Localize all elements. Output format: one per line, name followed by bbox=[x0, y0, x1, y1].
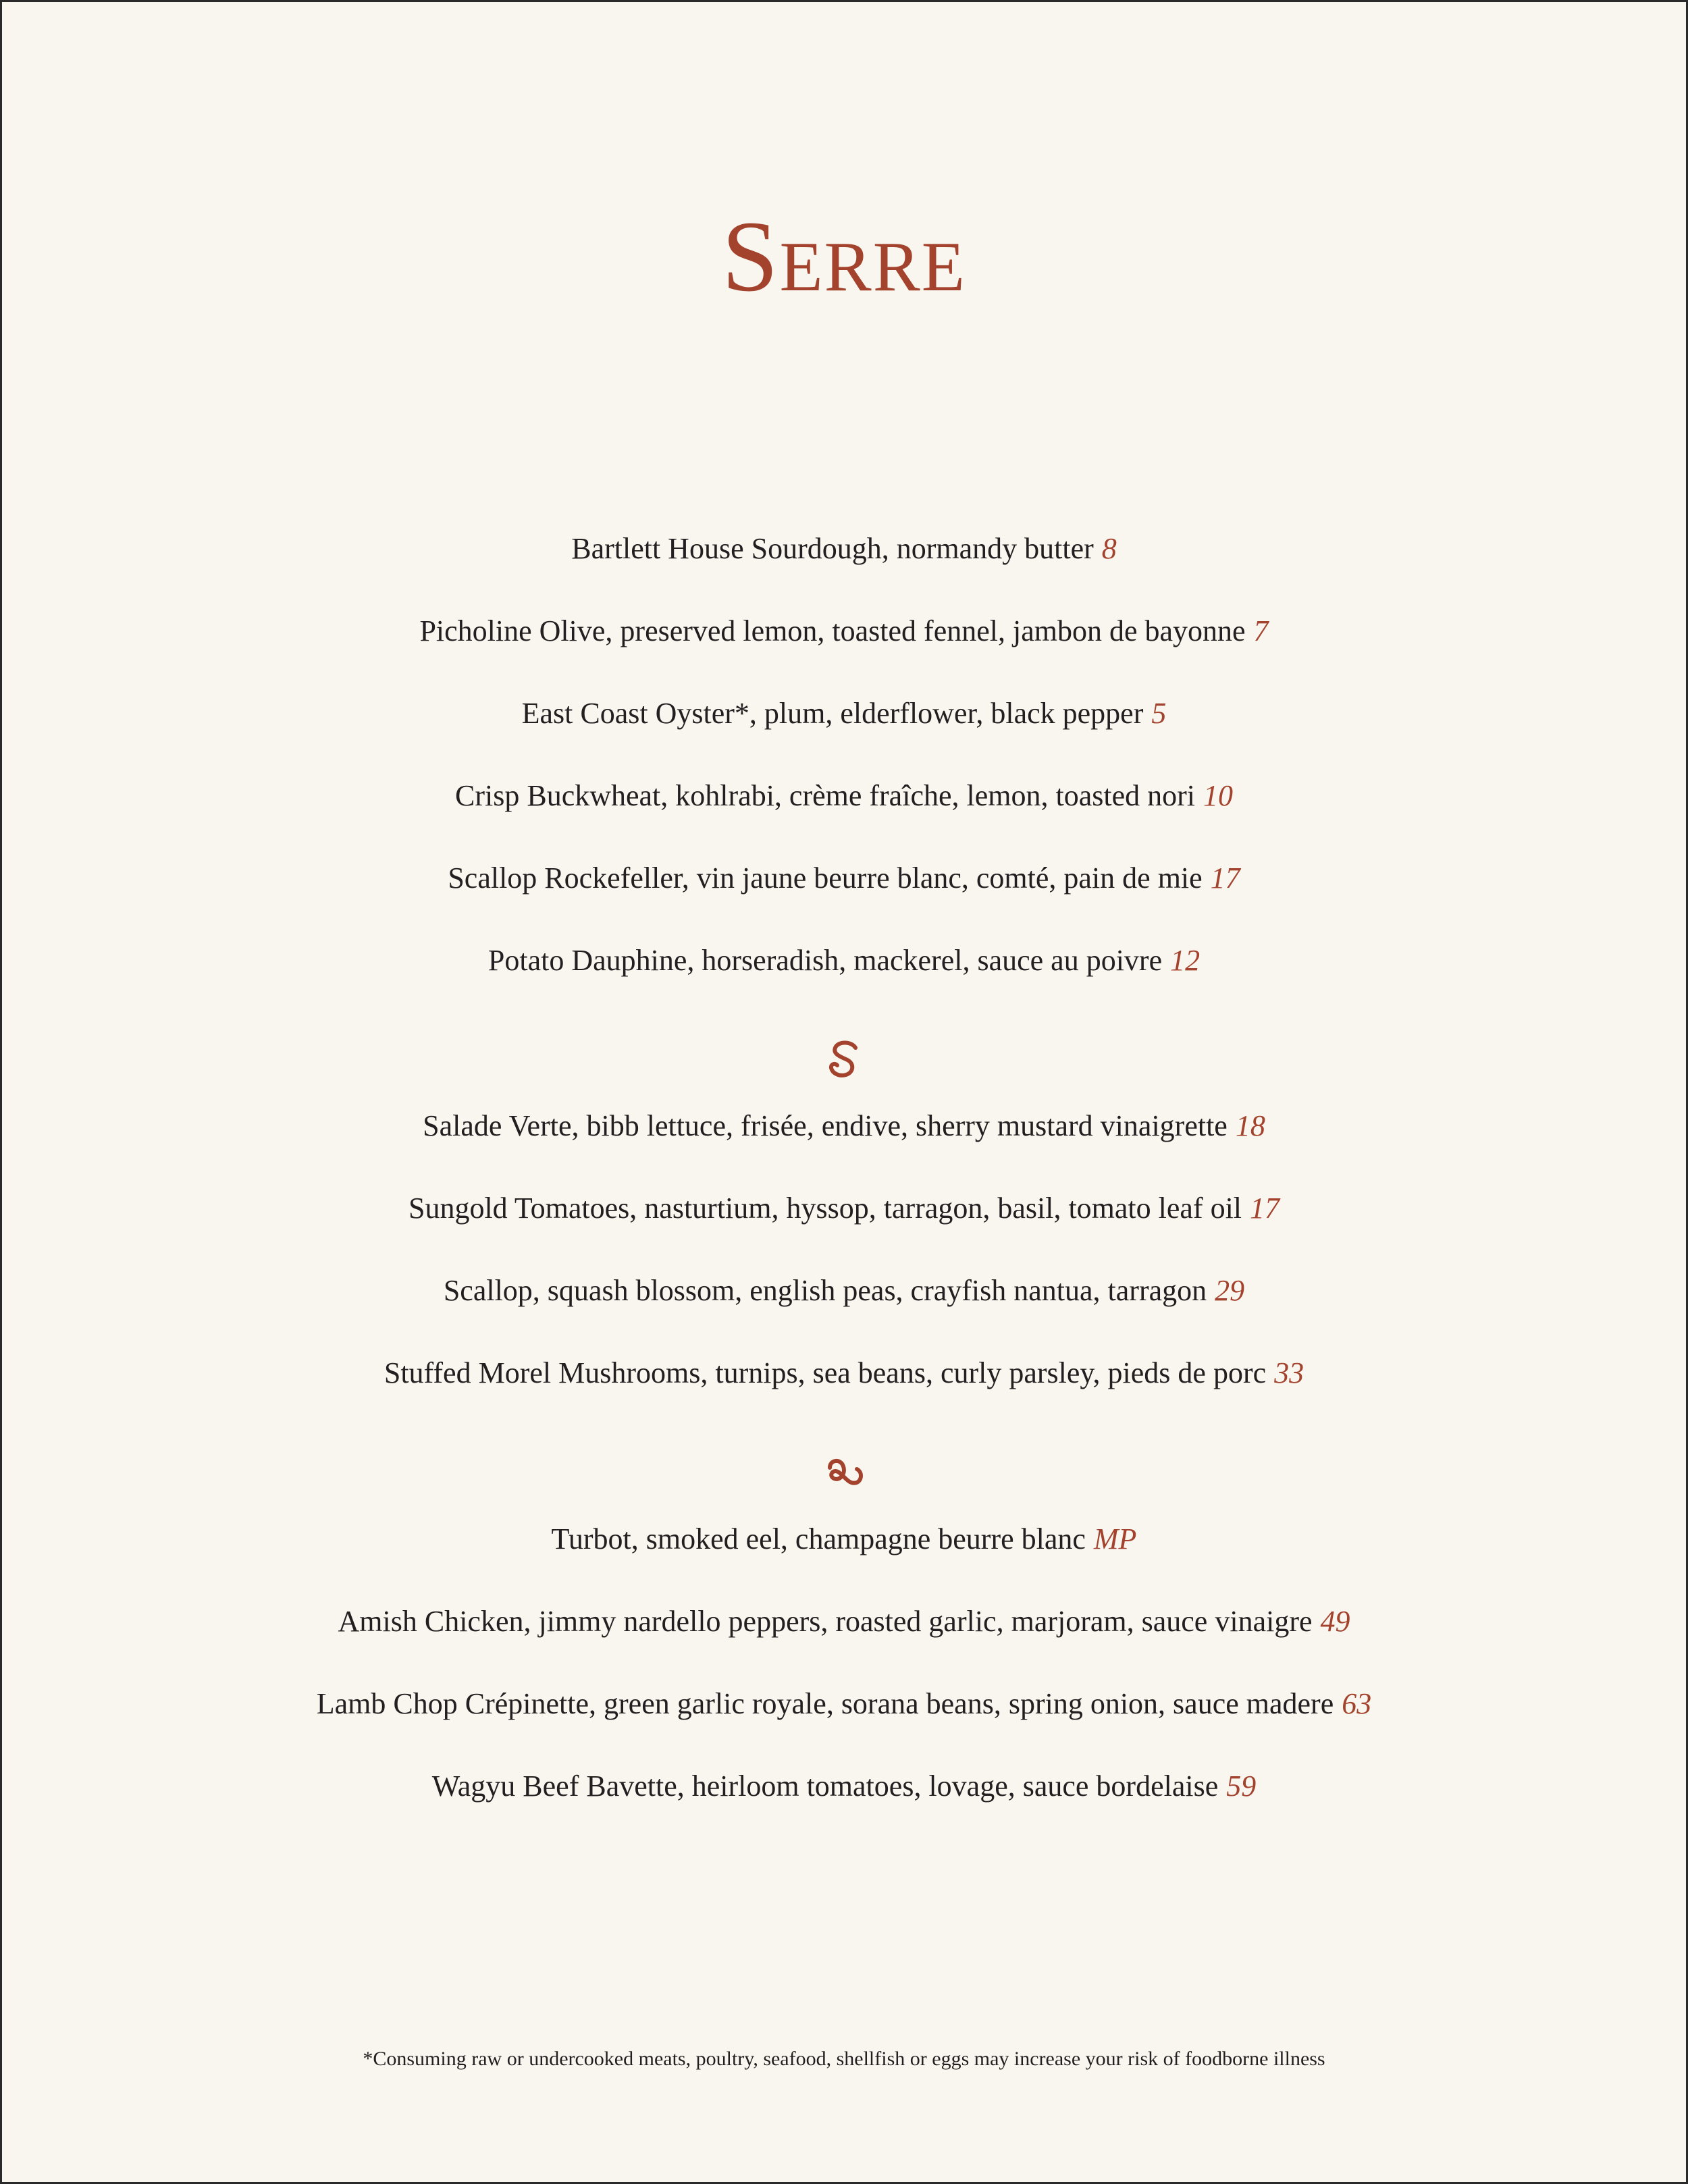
item-name: Salade Verte, bibb lettuce, frisée, endive, sherry mustard vinaigrette bbox=[423, 1109, 1228, 1142]
item-name: Wagyu Beef Bavette, heirloom tomatoes, lovage, sauce bordelaise bbox=[431, 1769, 1219, 1803]
item-price: 59 bbox=[1226, 1769, 1257, 1803]
menu-item bbox=[0, 693, 1688, 734]
item-price: 8 bbox=[1101, 532, 1117, 565]
menu-item bbox=[0, 1684, 1688, 1724]
menu-item bbox=[0, 611, 1688, 651]
item-name: East Coast Oyster*, plum, elderflower, black pepper bbox=[521, 697, 1144, 730]
restaurant-title: Serre bbox=[722, 201, 966, 313]
item-name: Lamb Chop Crépinette, green garlic royale, sorana beans, spring onion, sauce madere bbox=[316, 1687, 1334, 1720]
menu-item bbox=[0, 1106, 1688, 1146]
menu-item bbox=[0, 1766, 1688, 1807]
item-price: 7 bbox=[1253, 614, 1269, 647]
item-name: Sungold Tomatoes, nasturtium, hyssop, tarragon, basil, tomato leaf oil bbox=[408, 1192, 1242, 1225]
item-price: 33 bbox=[1274, 1356, 1304, 1389]
item-price: 63 bbox=[1342, 1687, 1372, 1720]
item-name: Amish Chicken, jimmy nardello peppers, roasted garlic, marjoram, sauce vinaigre bbox=[338, 1605, 1313, 1638]
item-name: Picholine Olive, preserved lemon, toasted fennel, jambon de bayonne bbox=[419, 614, 1246, 647]
menu-item bbox=[0, 1188, 1688, 1229]
swash-curl-ornament-icon bbox=[0, 1451, 1688, 1495]
item-price: 10 bbox=[1203, 779, 1233, 812]
item-name: Turbot, smoked eel, champagne beurre blanc bbox=[551, 1522, 1086, 1555]
menu-item bbox=[0, 1519, 1688, 1560]
item-name: Scallop Rockefeller, vin jaune beurre blanc, comté, pain de mie bbox=[448, 861, 1203, 895]
menu-item bbox=[0, 940, 1688, 981]
swash-s-ornament-icon bbox=[0, 1038, 1688, 1082]
menu-item bbox=[0, 529, 1688, 569]
item-name: Potato Dauphine, horseradish, mackerel, sauce au poivre bbox=[487, 944, 1163, 977]
item-price: 18 bbox=[1235, 1109, 1265, 1142]
menu-item bbox=[0, 858, 1688, 899]
item-name: Bartlett House Sourdough, normandy butter bbox=[571, 532, 1094, 565]
item-name: Stuffed Morel Mushrooms, turnips, sea beans, curly parsley, pieds de porc bbox=[384, 1356, 1267, 1389]
item-price: 17 bbox=[1210, 861, 1240, 895]
item-name: Scallop, squash blossom, english peas, crayfish nantua, tarragon bbox=[443, 1274, 1207, 1307]
item-price: 12 bbox=[1170, 944, 1201, 977]
menu-item bbox=[0, 1601, 1688, 1642]
menu-item bbox=[0, 776, 1688, 816]
item-price: 5 bbox=[1151, 697, 1167, 730]
menu-item bbox=[0, 1271, 1688, 1311]
footnote: *Consuming raw or undercooked meats, poultry, seafood, shellfish or eggs may increase your risk of foodborne illness bbox=[363, 2048, 1325, 2070]
item-price: 17 bbox=[1250, 1192, 1280, 1225]
item-price: 29 bbox=[1215, 1274, 1245, 1307]
item-price: MP bbox=[1093, 1522, 1137, 1555]
menu-item bbox=[0, 1353, 1688, 1393]
item-name: Crisp Buckwheat, kohlrabi, crème fraîche, lemon, toasted nori bbox=[455, 779, 1195, 812]
item-price: 49 bbox=[1320, 1605, 1350, 1638]
